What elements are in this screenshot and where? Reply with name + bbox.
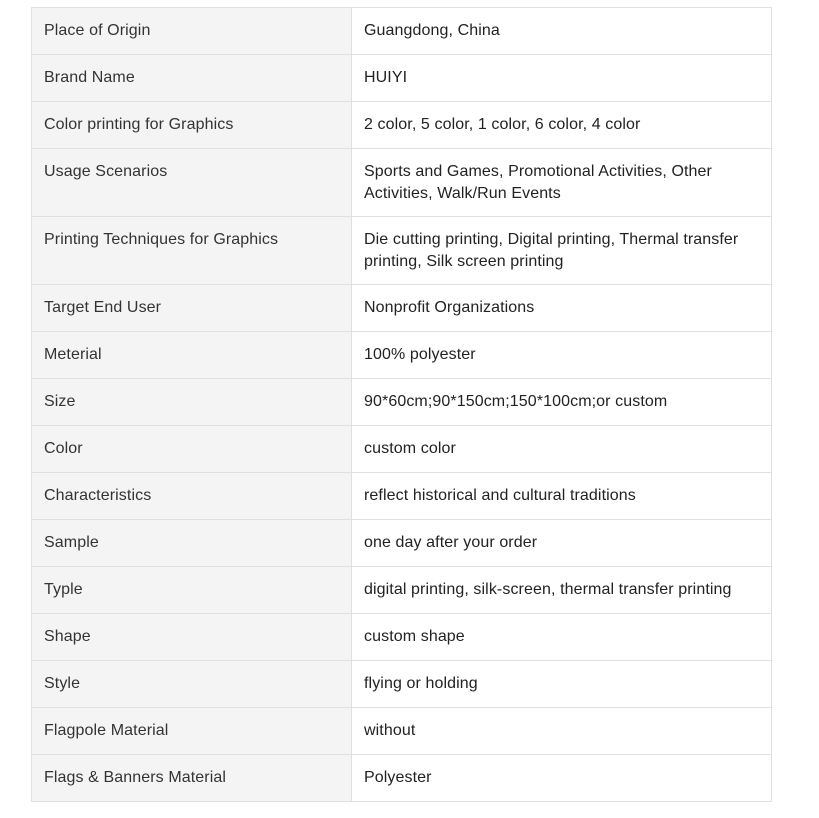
attribute-value: one day after your order xyxy=(352,520,772,567)
attribute-name: Meterial xyxy=(32,332,352,379)
attribute-value: 90*60cm;90*150cm;150*100cm;or custom xyxy=(352,379,772,426)
table-row xyxy=(32,217,772,285)
attribute-value: flying or holding xyxy=(352,661,772,708)
attribute-value: Sports and Games, Promotional Activities, Other Activities, Walk/Run Events xyxy=(352,149,772,217)
attribute-value: custom color xyxy=(352,426,772,473)
attribute-name: Printing Techniques for Graphics xyxy=(32,217,352,285)
table-row xyxy=(32,567,772,614)
attribute-value: 2 color, 5 color, 1 color, 6 color, 4 color xyxy=(352,102,772,149)
attribute-value: without xyxy=(352,708,772,755)
attribute-value: reflect historical and cultural traditions xyxy=(352,473,772,520)
product-attributes-container xyxy=(31,7,772,802)
attribute-name: Usage Scenarios xyxy=(32,149,352,217)
attribute-value: custom shape xyxy=(352,614,772,661)
attribute-name: Size xyxy=(32,379,352,426)
table-row xyxy=(32,755,772,802)
attribute-name: Flagpole Material xyxy=(32,708,352,755)
table-row xyxy=(32,661,772,708)
attribute-name: Flags & Banners Material xyxy=(32,755,352,802)
attribute-name: Color xyxy=(32,426,352,473)
attribute-name: Characteristics xyxy=(32,473,352,520)
product-attributes-table xyxy=(31,7,772,802)
attribute-value: digital printing, silk-screen, thermal transfer printing xyxy=(352,567,772,614)
table-row xyxy=(32,426,772,473)
attribute-value: Polyester xyxy=(352,755,772,802)
table-row xyxy=(32,8,772,55)
attribute-name: Color printing for Graphics xyxy=(32,102,352,149)
table-row xyxy=(32,520,772,567)
attribute-value: Nonprofit Organizations xyxy=(352,285,772,332)
attribute-name: Target End User xyxy=(32,285,352,332)
table-row xyxy=(32,149,772,217)
attribute-name: Place of Origin xyxy=(32,8,352,55)
table-row xyxy=(32,55,772,102)
attribute-name: Shape xyxy=(32,614,352,661)
attribute-name: Typle xyxy=(32,567,352,614)
table-row xyxy=(32,473,772,520)
table-row xyxy=(32,708,772,755)
attribute-value: 100% polyester xyxy=(352,332,772,379)
table-row xyxy=(32,102,772,149)
table-row xyxy=(32,614,772,661)
table-row xyxy=(32,285,772,332)
attribute-value: Guangdong, China xyxy=(352,8,772,55)
table-row xyxy=(32,379,772,426)
table-row xyxy=(32,332,772,379)
attribute-name: Sample xyxy=(32,520,352,567)
attribute-name: Style xyxy=(32,661,352,708)
attribute-value: HUIYI xyxy=(352,55,772,102)
attribute-name: Brand Name xyxy=(32,55,352,102)
attribute-value: Die cutting printing, Digital printing, Thermal transfer printing, Silk screen printing xyxy=(352,217,772,285)
